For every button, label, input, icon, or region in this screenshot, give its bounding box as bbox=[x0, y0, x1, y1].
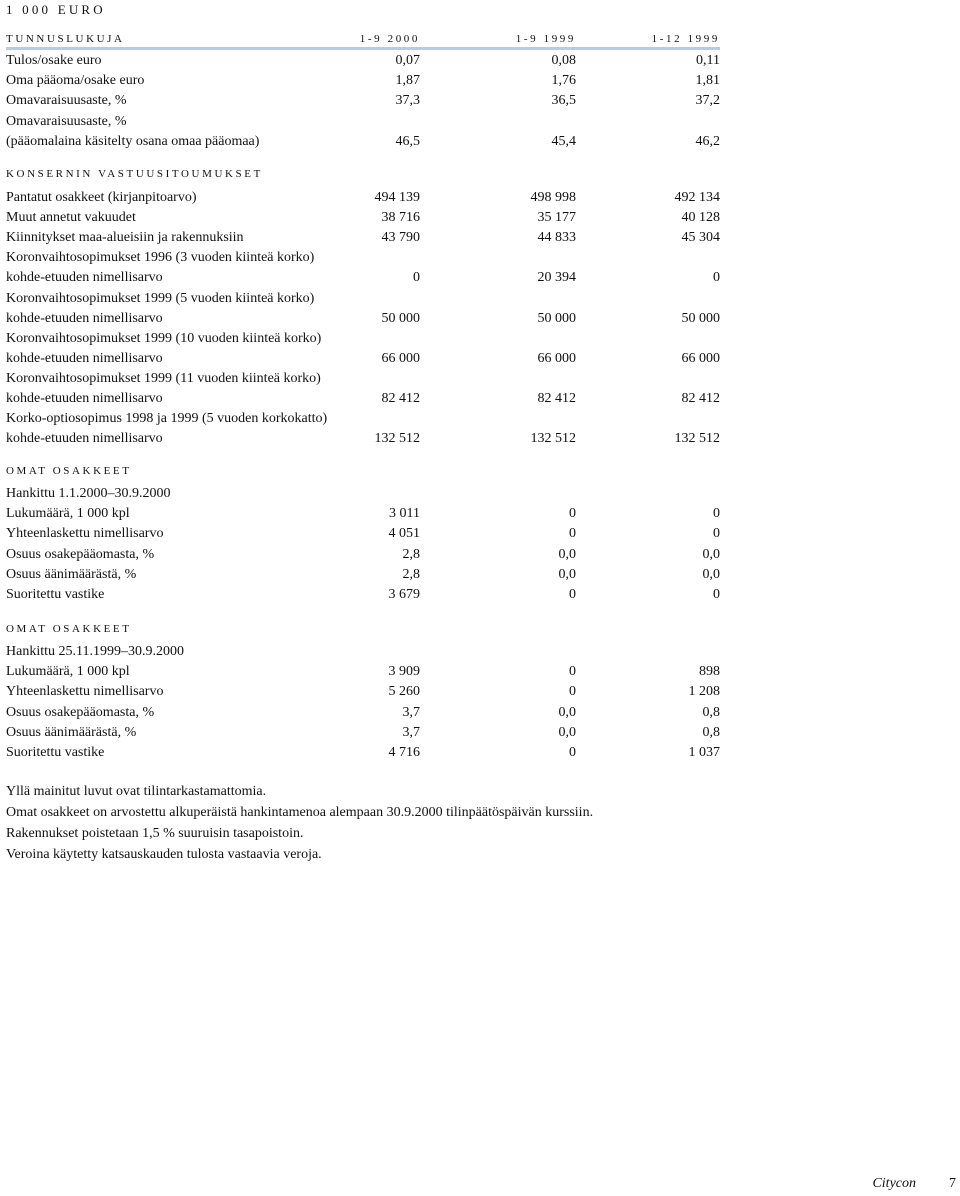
row-value-1: 132 512 bbox=[374, 431, 420, 447]
table-row bbox=[6, 565, 720, 585]
row-value-1: 3,7 bbox=[402, 704, 420, 720]
table-row bbox=[6, 409, 720, 429]
row-value-3: 492 134 bbox=[674, 190, 720, 205]
column-header-2: 1-9 1999 bbox=[515, 33, 576, 45]
row-label: (pääomalaina käsitelty osana omaa pääomaa) bbox=[6, 133, 260, 149]
row-value-3: 0 bbox=[713, 270, 720, 286]
own-shares-1-title: OMAT OSAKKEET bbox=[6, 465, 132, 477]
note-3: Rakennukset poistetaan 1,5 % suuruisin tasapoistoin. bbox=[6, 826, 304, 841]
table-row bbox=[6, 289, 720, 309]
table-row bbox=[6, 369, 720, 389]
row-label: Hankittu 1.1.2000–30.9.2000 bbox=[6, 486, 171, 501]
row-value-2: 1,76 bbox=[551, 73, 576, 89]
row-label: Osuus äänimäärästä, % bbox=[6, 566, 137, 582]
row-value-3: 50 000 bbox=[681, 310, 720, 326]
row-value-2: 0,0 bbox=[558, 546, 576, 562]
page-header: 1 000 EURO bbox=[6, 2, 106, 17]
row-value-1: 82 412 bbox=[381, 391, 420, 406]
table-row bbox=[6, 743, 720, 763]
key-figures-title: TUNNUSLUKUJA bbox=[6, 33, 125, 45]
row-value-1: 37,3 bbox=[395, 93, 420, 109]
row-value-3: 0,8 bbox=[702, 724, 720, 740]
row-label: Koronvaihtosopimukset 1999 (5 vuoden kiinteä korko) bbox=[6, 290, 315, 306]
row-value-2: 45,4 bbox=[551, 133, 576, 149]
row-value-2: 50 000 bbox=[537, 310, 576, 326]
table-row bbox=[6, 682, 720, 702]
row-value-3: 898 bbox=[699, 664, 720, 680]
row-value-2: 0 bbox=[569, 506, 576, 522]
row-value-3: 45 304 bbox=[681, 230, 720, 246]
row-value-2: 0 bbox=[569, 684, 576, 700]
table-row bbox=[6, 662, 720, 682]
row-label: Lukumäärä, 1 000 kpl bbox=[6, 506, 130, 522]
row-value-3: 1 208 bbox=[688, 684, 720, 700]
row-value-3: 46,2 bbox=[695, 133, 720, 149]
row-label: Muut annetut vakuudet bbox=[6, 210, 136, 226]
row-label: Yhteenlaskettu nimellisarvo bbox=[6, 684, 164, 700]
table-row bbox=[6, 329, 720, 349]
row-label: kohde-etuuden nimellisarvo bbox=[6, 270, 163, 286]
row-label: Lukumäärä, 1 000 kpl bbox=[6, 664, 130, 680]
row-label: kohde-etuuden nimellisarvo bbox=[6, 310, 163, 326]
page-number: 7 bbox=[949, 1176, 956, 1191]
liabilities-header bbox=[6, 168, 720, 180]
table-row bbox=[6, 228, 720, 248]
row-label: Pantatut osakkeet (kirjanpitoarvo) bbox=[6, 190, 197, 205]
table-row bbox=[6, 504, 720, 524]
page-footer bbox=[780, 1176, 960, 1196]
row-label: Osuus osakepääomasta, % bbox=[6, 546, 155, 562]
row-label: Yhteenlaskettu nimellisarvo bbox=[6, 526, 164, 542]
row-value-3: 1,81 bbox=[695, 73, 720, 89]
table-row bbox=[6, 524, 720, 544]
own-shares-2-header bbox=[6, 623, 720, 635]
note-1: Yllä mainitut luvut ovat tilintarkastamattomia. bbox=[6, 784, 267, 799]
row-value-2: 132 512 bbox=[530, 431, 576, 447]
table-row bbox=[6, 91, 720, 111]
row-value-2: 44 833 bbox=[537, 230, 576, 246]
row-value-1: 2,8 bbox=[402, 566, 420, 582]
row-label: Suoritettu vastike bbox=[6, 745, 105, 760]
table-row bbox=[6, 188, 720, 208]
row-value-2: 82 412 bbox=[537, 391, 576, 406]
table-row bbox=[6, 248, 720, 268]
table-row bbox=[6, 51, 720, 71]
table-row bbox=[6, 132, 720, 152]
row-value-1: 1,87 bbox=[395, 73, 420, 89]
row-value-3: 37,2 bbox=[695, 93, 720, 109]
table-row bbox=[6, 309, 720, 329]
table-row bbox=[6, 703, 720, 723]
table-row bbox=[6, 349, 720, 369]
row-value-2: 20 394 bbox=[537, 270, 576, 286]
row-value-1: 66 000 bbox=[381, 350, 420, 366]
row-label: Oma pääoma/osake euro bbox=[6, 73, 145, 89]
row-value-2: 0,0 bbox=[558, 724, 576, 740]
table-row bbox=[6, 642, 720, 662]
row-value-3: 0,0 bbox=[702, 566, 720, 582]
column-header-1: 1-9 2000 bbox=[359, 33, 420, 45]
row-value-2: 0,0 bbox=[558, 566, 576, 582]
row-value-3: 40 128 bbox=[681, 210, 720, 226]
row-label: Koronvaihtosopimukset 1996 (3 vuoden kiinteä korko) bbox=[6, 250, 315, 266]
row-value-1: 2,8 bbox=[402, 546, 420, 562]
table-row bbox=[6, 545, 720, 565]
table-row bbox=[6, 484, 720, 504]
row-label: Tulos/osake euro bbox=[6, 53, 102, 68]
row-value-1: 3 011 bbox=[389, 506, 420, 522]
row-value-1: 494 139 bbox=[374, 190, 420, 205]
row-value-3: 1 037 bbox=[688, 745, 720, 760]
row-value-3: 0,8 bbox=[702, 704, 720, 720]
row-label: Osuus osakepääomasta, % bbox=[6, 704, 155, 720]
key-figures-header bbox=[6, 33, 720, 50]
own-shares-1-header bbox=[6, 465, 720, 477]
row-label: Omavaraisuusaste, % bbox=[6, 113, 127, 129]
row-value-2: 498 998 bbox=[530, 190, 576, 205]
row-label: Koronvaihtosopimukset 1999 (10 vuoden kiinteä korko) bbox=[6, 330, 322, 346]
row-label: kohde-etuuden nimellisarvo bbox=[6, 391, 163, 406]
row-value-3: 0 bbox=[713, 526, 720, 542]
row-value-2: 0 bbox=[569, 745, 576, 760]
row-label: kohde-etuuden nimellisarvo bbox=[6, 431, 163, 447]
table-row bbox=[6, 208, 720, 228]
table-row bbox=[6, 71, 720, 91]
row-label: Hankittu 25.11.1999–30.9.2000 bbox=[6, 644, 184, 659]
row-value-2: 0 bbox=[569, 526, 576, 542]
table-row bbox=[6, 268, 720, 288]
liabilities-title: KONSERNIN VASTUUSITOUMUKSET bbox=[6, 168, 263, 180]
row-label: Osuus äänimäärästä, % bbox=[6, 724, 137, 740]
row-value-2: 36,5 bbox=[551, 93, 576, 109]
row-value-2: 0 bbox=[569, 587, 576, 602]
column-header-3: 1-12 1999 bbox=[651, 33, 720, 45]
row-value-2: 0,0 bbox=[558, 704, 576, 720]
note-4: Veroina käytetty katsauskauden tulosta vastaavia veroja. bbox=[6, 847, 322, 862]
row-value-1: 43 790 bbox=[381, 230, 420, 246]
row-value-3: 0,11 bbox=[696, 53, 720, 68]
row-value-3: 132 512 bbox=[674, 431, 720, 447]
table-row bbox=[6, 723, 720, 743]
row-value-3: 66 000 bbox=[681, 350, 720, 366]
row-value-1: 3,7 bbox=[402, 724, 420, 740]
own-shares-2-title: OMAT OSAKKEET bbox=[6, 623, 132, 635]
row-value-2: 0 bbox=[569, 664, 576, 680]
row-value-1: 38 716 bbox=[381, 210, 420, 226]
row-value-3: 0,0 bbox=[702, 546, 720, 562]
row-value-1: 46,5 bbox=[395, 133, 420, 149]
table-row bbox=[6, 429, 720, 449]
row-value-1: 3 909 bbox=[388, 664, 420, 680]
table-row bbox=[6, 112, 720, 132]
row-value-3: 0 bbox=[713, 506, 720, 522]
row-value-3: 0 bbox=[713, 587, 720, 602]
row-value-2: 0,08 bbox=[551, 53, 576, 68]
row-value-1: 0,07 bbox=[395, 53, 420, 68]
row-label: Koronvaihtosopimukset 1999 (11 vuoden kiinteä korko) bbox=[6, 370, 321, 386]
note-2: Omat osakkeet on arvostettu alkuperäistä hankintamenoa alempaan 30.9.2000 tilinpäätöspäivän kurssiin. bbox=[6, 805, 594, 820]
row-value-1: 4 051 bbox=[388, 526, 420, 542]
row-value-1: 50 000 bbox=[381, 310, 420, 326]
row-value-3: 82 412 bbox=[681, 391, 720, 406]
row-value-2: 35 177 bbox=[537, 210, 576, 226]
row-label: Suoritettu vastike bbox=[6, 587, 105, 602]
footer-brand: Citycon bbox=[872, 1176, 916, 1191]
table-row bbox=[6, 389, 720, 409]
row-value-2: 66 000 bbox=[537, 350, 576, 366]
row-label: Omavaraisuusaste, % bbox=[6, 93, 127, 109]
row-value-1: 5 260 bbox=[388, 684, 420, 700]
row-label: Kiinnitykset maa-alueisiin ja rakennuksiin bbox=[6, 230, 244, 246]
row-label: kohde-etuuden nimellisarvo bbox=[6, 350, 163, 366]
row-value-1: 0 bbox=[413, 270, 420, 286]
row-value-1: 3 679 bbox=[388, 587, 420, 602]
row-label: Korko-optiosopimus 1998 ja 1999 (5 vuoden korkokatto) bbox=[6, 411, 328, 427]
row-value-1: 4 716 bbox=[388, 745, 420, 760]
table-row bbox=[6, 585, 720, 605]
